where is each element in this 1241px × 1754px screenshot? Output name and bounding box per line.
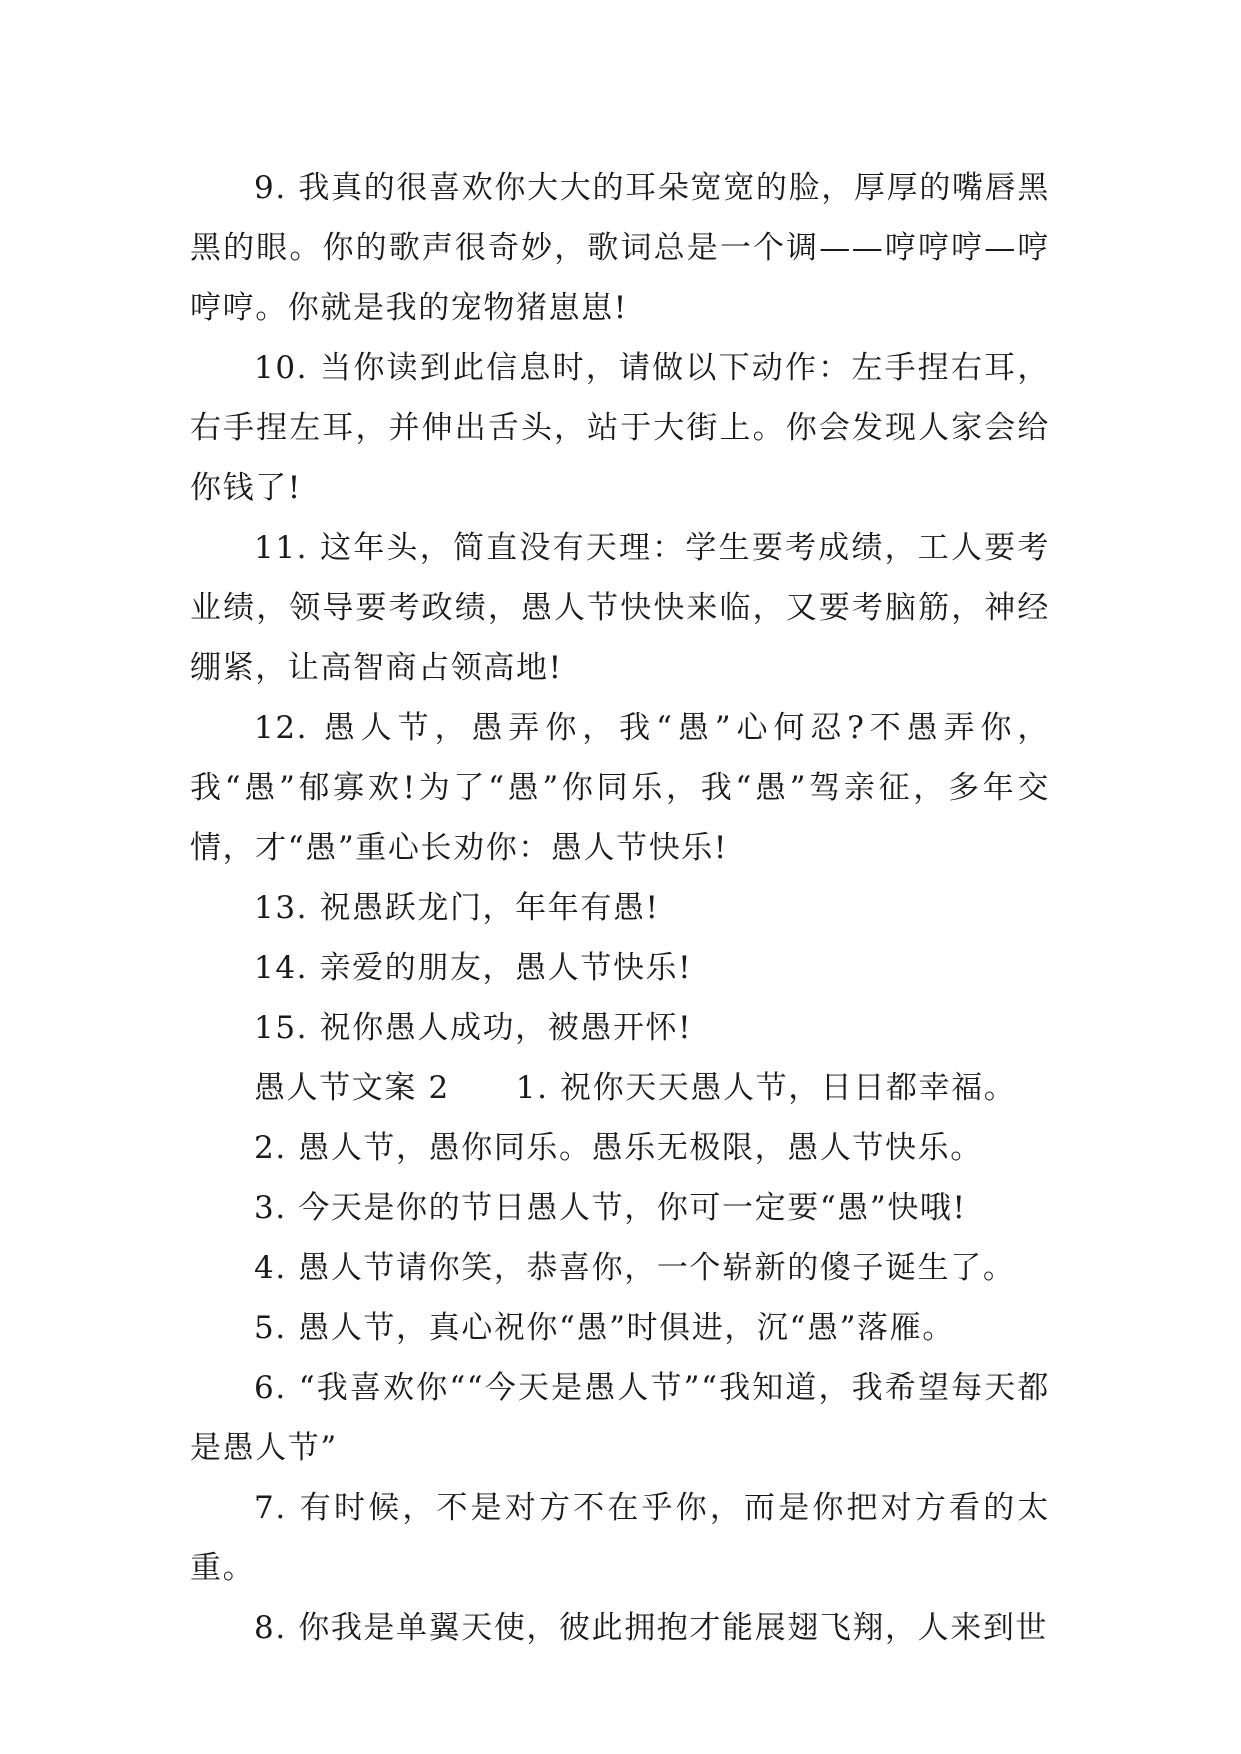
paragraph-10: 10. 当你读到此信息时，请做以下动作：左手捏右耳，右手捏左耳，并伸出舌头，站于大街上。你会发现人家会给你钱了! — [190, 350, 1050, 506]
paragraph-13: 13. 祝愚跃龙门，年年有愚! — [254, 890, 660, 926]
list-item-2: 2. 愚人节，愚你同乐。愚乐无极限，愚人节快乐。 — [254, 1130, 983, 1166]
section-heading-line — [190, 1058, 1050, 1118]
document-body — [190, 158, 1050, 1658]
list-item-7: 7. 有时候，不是对方不在乎你，而是你把对方看的太重。 — [190, 1490, 1050, 1586]
list-item-5: 5. 愚人节，真心祝你“愚”时俱进，沉“愚”落雁。 — [254, 1310, 955, 1346]
section-title: 愚人节文案 2 — [254, 1070, 450, 1106]
paragraph-9: 9. 我真的很喜欢你大大的耳朵宽宽的脸，厚厚的嘴唇黑黑的眼。你的歌声很奇妙，歌词总是一个调——哼哼哼—哼哼哼。你就是我的宠物猪崽崽! — [190, 170, 1050, 326]
list-item-8: 8. 你我是单翼天使，彼此拥抱才能展翅飞翔，人来到世 — [254, 1610, 1049, 1646]
paragraph-14: 14. 亲爱的朋友，愚人节快乐! — [254, 950, 693, 986]
list-item-6: 6. “我喜欢你““今天是愚人节”“我知道，我希望每天都是愚人节” — [190, 1370, 1050, 1466]
paragraph-15: 15. 祝你愚人成功，被愚开怀! — [254, 1010, 693, 1046]
list-item-4: 4. 愚人节请你笑，恭喜你，一个崭新的傻子诞生了。 — [254, 1250, 1016, 1286]
section-first-item: 1. 祝你天天愚人节，日日都幸福。 — [515, 1070, 1017, 1106]
paragraph-11: 11. 这年头，简直没有天理：学生要考成绩，工人要考业绩，领导要考政绩，愚人节快快来临，又要考脑筋，神经绷紧，让高智商占领高地! — [190, 530, 1050, 686]
list-item-3: 3. 今天是你的节日愚人节，你可一定要“愚”快哦! — [254, 1190, 967, 1226]
paragraph-12: 12. 愚人节，愚弄你，我“愚”心何忍?不愚弄你，我“愚”郁寡欢!为了“愚”你同乐，我“愚”驾亲征，多年交情，才“愚”重心长劝你：愚人节快乐! — [190, 710, 1050, 866]
